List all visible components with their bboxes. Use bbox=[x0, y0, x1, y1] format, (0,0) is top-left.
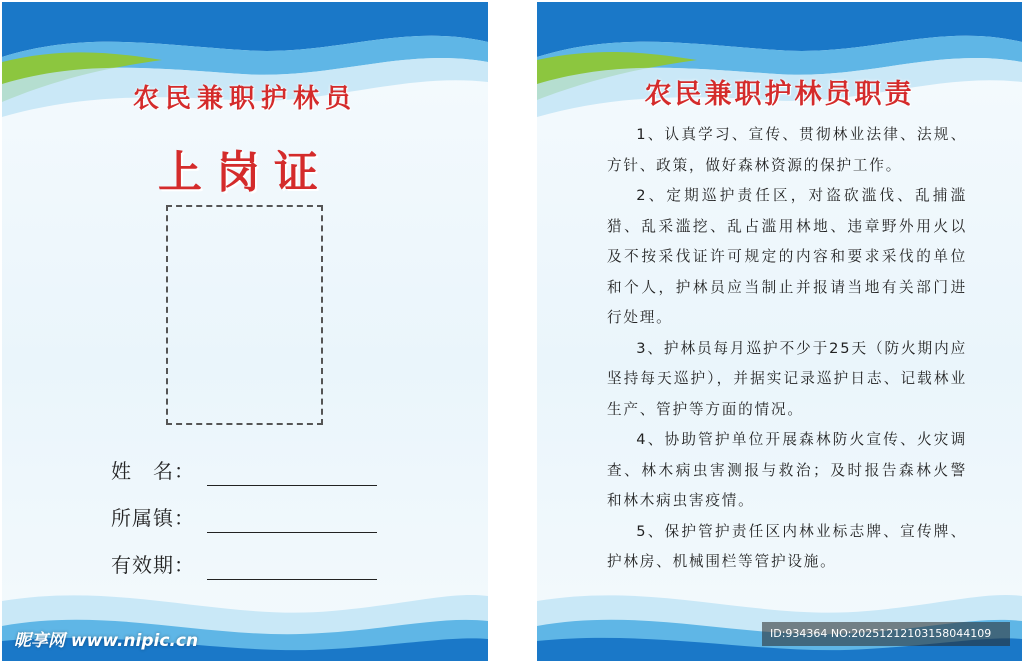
duty-item: 2、定期巡护责任区，对盗砍滥伐、乱捕滥猎、乱采滥挖、乱占滥用林地、违章野外用火以及不按采伐证许可规定的内容和要求采伐的单位和个人，护林员应当制止并报请当地有关部门进行处理。 bbox=[607, 187, 967, 326]
validity-field-line bbox=[207, 579, 377, 580]
photo-placeholder bbox=[166, 205, 323, 425]
town-field-label: 所属镇： bbox=[111, 506, 195, 530]
town-field-line bbox=[207, 532, 377, 533]
validity-field-label: 有效期： bbox=[111, 553, 195, 577]
name-field bbox=[111, 454, 411, 486]
duty-item: 3、护林员每月巡护不少于25天（防火期内应坚持每天巡护），并据实记录巡护日志、记载林业生产、管护等方面的情况。 bbox=[607, 339, 967, 418]
card-title: 农民兼职护林员 bbox=[132, 84, 357, 114]
site-watermark: 昵享网 www.nipic.cn bbox=[14, 631, 199, 651]
validity-field bbox=[111, 548, 411, 580]
permit-card-front bbox=[2, 2, 488, 661]
card-subtitle: 上岗证 bbox=[158, 147, 332, 198]
duties-card-back bbox=[537, 2, 1022, 661]
town-field bbox=[111, 501, 411, 533]
duties-title: 农民兼职护林员职责 bbox=[644, 79, 915, 110]
duty-item: 5、保护管护责任区内林业标志牌、宣传牌、护林房、机械围栏等管护设施。 bbox=[607, 522, 967, 570]
duties-list bbox=[607, 120, 967, 578]
image-id-watermark: ID:934364 NO:20251212103158044109 bbox=[762, 622, 1010, 646]
duty-item: 1、认真学习、宣传、贯彻林业法律、法规、方针、政策，做好森林资源的保护工作。 bbox=[607, 126, 967, 174]
name-field-line bbox=[207, 485, 377, 486]
duty-item: 4、协助管护单位开展森林防火宣传、火灾调查、林木病虫害测报与救治；及时报告森林火警和林木病虫害疫情。 bbox=[607, 431, 967, 509]
name-field-label: 姓 名： bbox=[111, 459, 195, 483]
